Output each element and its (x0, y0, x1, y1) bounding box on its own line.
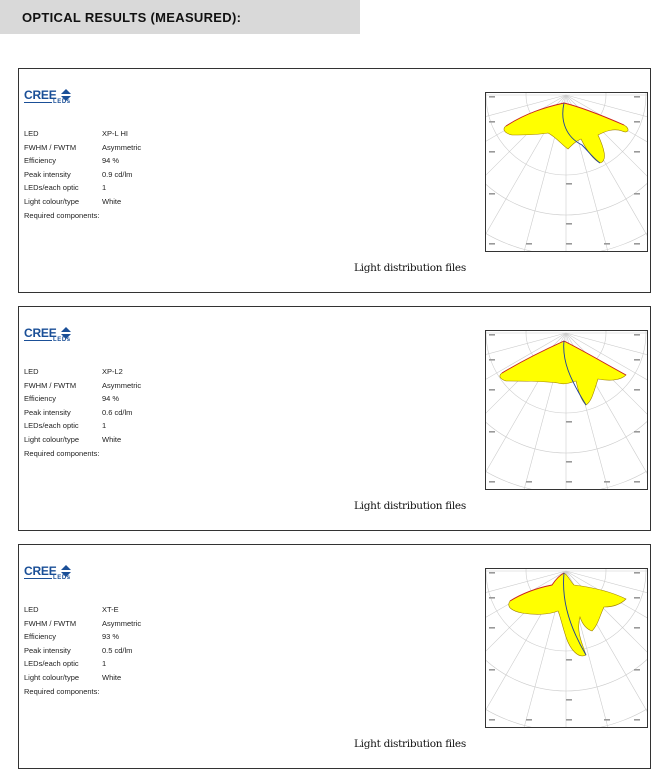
spec-label: Light colour/type (24, 672, 80, 682)
spec-value: XP-L HI (102, 129, 128, 138)
optic-card-3 (18, 544, 651, 769)
polar-diagram (485, 330, 648, 490)
grid-tick (566, 243, 572, 245)
spec-label: Efficiency (24, 394, 56, 404)
spec-label: LEDs/each optic (24, 421, 79, 431)
grid-tick (634, 572, 640, 574)
spec-value: 0.9 cd/lm (102, 169, 133, 179)
cree-logo-text: CREE (24, 88, 57, 102)
cree-logo-leds: LEDs (53, 99, 71, 105)
grid-tick (566, 183, 572, 185)
spec-label: FWHM / FWTM (24, 380, 77, 390)
spec-value: 93 % (102, 632, 120, 642)
grid-tick (489, 481, 495, 483)
cree-logo-leds: LEDs (53, 337, 71, 343)
spec-label: Efficiency (24, 632, 56, 642)
spec-label: LED (24, 129, 39, 138)
grid-tick (634, 669, 640, 671)
grid-tick (489, 334, 495, 336)
light-distribution-link[interactable]: Light distribution files (354, 500, 466, 512)
spec-label: Light colour/type (24, 196, 80, 206)
grid-tick (489, 597, 495, 599)
spec-value: 1 (102, 659, 107, 669)
spec-value: 1 (102, 421, 107, 431)
grid-tick (634, 389, 640, 391)
intensity-lobe (500, 341, 626, 405)
spec-value: 1 (102, 183, 107, 193)
spec-value: XP-L2 (102, 367, 123, 376)
spec-label: Peak intensity (24, 645, 71, 655)
grid-tick (604, 719, 610, 721)
optic-card-2 (18, 306, 651, 531)
spec-value: Asymmetric (102, 142, 142, 152)
spec-label: Efficiency (24, 156, 56, 166)
polar-plot (486, 569, 647, 727)
grid-tick (489, 193, 495, 195)
grid-tick (566, 659, 572, 661)
grid-tick (634, 96, 640, 98)
grid-tick (489, 96, 495, 98)
grid-tick (489, 243, 495, 245)
grid-tick (604, 481, 610, 483)
cree-logo-line (24, 102, 52, 103)
grid-tick (566, 421, 572, 423)
cree-logo (24, 88, 84, 110)
spec-label: Required components: (24, 210, 100, 220)
grid-tick (489, 431, 495, 433)
spec-value: White (102, 196, 122, 206)
grid-tick (634, 627, 640, 629)
grid-tick (489, 151, 495, 153)
light-distribution-link[interactable]: Light distribution files (354, 262, 466, 274)
polar-diagram (485, 92, 648, 252)
cree-logo-leds: LEDs (53, 575, 71, 581)
cree-logo-line (24, 578, 52, 579)
spec-value: Asymmetric (102, 380, 142, 390)
grid-tick (634, 359, 640, 361)
grid-tick (566, 719, 572, 721)
grid-tick (489, 359, 495, 361)
spec-label: LED (24, 605, 39, 614)
grid-tick (634, 481, 640, 483)
optic-card-1 (18, 68, 651, 293)
grid-tick (634, 334, 640, 336)
cree-logo-text: CREE (24, 564, 57, 578)
polar-plot (486, 331, 647, 489)
grid-tick (634, 719, 640, 721)
spec-label: Light colour/type (24, 434, 80, 444)
grid-tick (566, 461, 572, 463)
cree-logo (24, 564, 84, 586)
grid-tick (634, 193, 640, 195)
cree-logo-text: CREE (24, 326, 57, 340)
spec-label: FWHM / FWTM (24, 618, 77, 628)
spec-label: Required components: (24, 448, 100, 458)
grid-tick (526, 719, 532, 721)
grid-tick (634, 121, 640, 123)
spec-label: Peak intensity (24, 407, 71, 417)
grid-tick (634, 597, 640, 599)
grid-tick (566, 481, 572, 483)
spec-label: FWHM / FWTM (24, 142, 77, 152)
grid-tick (604, 243, 610, 245)
spec-value: 94 % (102, 156, 120, 166)
light-distribution-link[interactable]: Light distribution files (354, 738, 466, 750)
grid-tick (526, 243, 532, 245)
grid-tick (489, 572, 495, 574)
spec-value: White (102, 434, 122, 444)
spec-label: LEDs/each optic (24, 659, 79, 669)
grid-tick (634, 431, 640, 433)
grid-tick (489, 669, 495, 671)
spec-value: 0.6 cd/lm (102, 407, 133, 417)
spec-label: Required components: (24, 686, 100, 696)
spec-value: White (102, 672, 122, 682)
grid-tick (489, 389, 495, 391)
polar-diagram (485, 568, 648, 728)
grid-tick (566, 223, 572, 225)
spec-value: 94 % (102, 394, 120, 404)
spec-value: 0.5 cd/lm (102, 645, 133, 655)
grid-tick (634, 151, 640, 153)
spec-label: LED (24, 367, 39, 376)
intensity-lobe (509, 573, 626, 656)
polar-plot (486, 93, 647, 251)
section-title: OPTICAL RESULTS (MEASURED): (22, 10, 242, 25)
section-header (0, 0, 360, 34)
spec-value: Asymmetric (102, 618, 142, 628)
grid-tick (489, 719, 495, 721)
spec-value: XT-E (102, 605, 119, 614)
grid-tick (566, 699, 572, 701)
grid-tick (634, 243, 640, 245)
spec-label: Peak intensity (24, 169, 71, 179)
cree-logo (24, 326, 84, 348)
grid-tick (489, 121, 495, 123)
cree-logo-line (24, 340, 52, 341)
spec-label: LEDs/each optic (24, 183, 79, 193)
grid-tick (489, 627, 495, 629)
grid-tick (526, 481, 532, 483)
